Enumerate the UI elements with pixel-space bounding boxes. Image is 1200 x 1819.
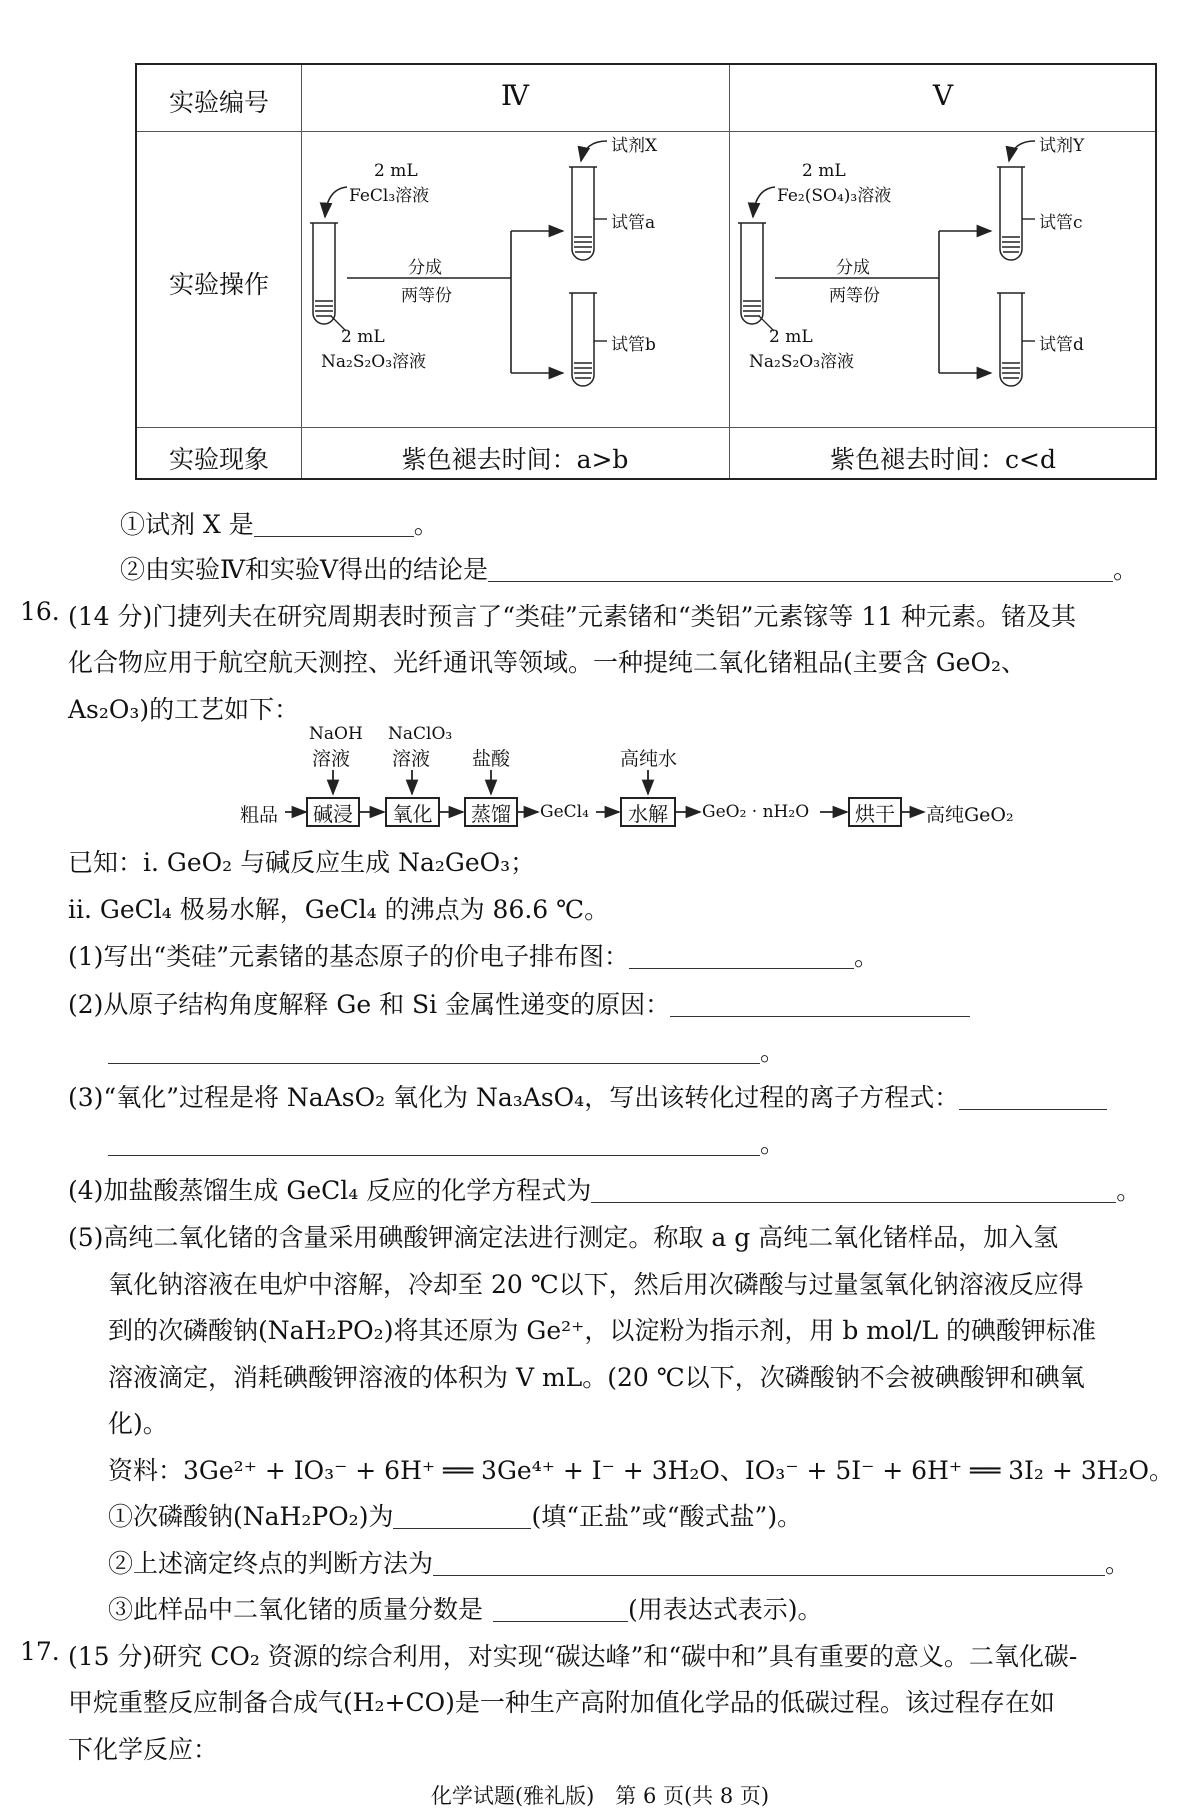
arrow-icon bbox=[1009, 141, 1035, 161]
q16-sub3 bbox=[108, 1590, 823, 1626]
diagram-5-bottom-reagent: Na₂S₂O₃溶液 bbox=[749, 352, 855, 372]
q16-part1-text: (1)写出“类硅”元素锗的基态原子的价电子排布图： bbox=[68, 942, 629, 971]
answer-blank[interactable] bbox=[393, 1500, 531, 1529]
answer-blank[interactable] bbox=[488, 553, 1113, 582]
diagram-4-top-reagent: FeCl₃溶液 bbox=[349, 186, 430, 206]
diagram-4-split-2: 两等份 bbox=[401, 286, 452, 306]
diagram-4-reagent-x: 试剂X bbox=[611, 136, 658, 156]
q15-sub2-text: ②由实验Ⅳ和实验Ⅴ得出的结论是 bbox=[120, 555, 489, 584]
q16-part2 bbox=[68, 985, 970, 1021]
q16-sub1 bbox=[108, 1497, 802, 1533]
experiment-4-number: Ⅳ bbox=[501, 79, 529, 112]
answer-blank[interactable] bbox=[591, 1174, 1116, 1203]
diagram-4-tube-a: 试管a bbox=[611, 213, 656, 233]
q16-part5-line1: (5)高纯二氧化锗的含量采用碘酸钾滴定法进行测定。称取 a g 高纯二氧化锗样品，加入氢 bbox=[68, 1223, 1059, 1252]
flow-step-alkali-leach: 碱浸 bbox=[306, 797, 360, 827]
period: 。 bbox=[760, 1129, 786, 1158]
known-ii: ⅱ. GeCl₄ 极易水解，GeCl₄ 的沸点为 86.6 ℃。 bbox=[68, 895, 610, 924]
diagram-5-top-amount: 2 mL bbox=[802, 161, 846, 181]
known-i: 已知：ⅰ. GeO₂ 与碱反应生成 Na₂GeO₃； bbox=[68, 848, 536, 877]
q17-line1: (15 分)研究 CO₂ 资源的综合利用，对实现“碳达峰”和“碳中和”具有重要的意义。二氧化碳- bbox=[68, 1642, 1078, 1671]
q16-sub1-text: ①次磷酸钠(NaH₂PO₂)为 bbox=[108, 1502, 394, 1531]
test-tube-a-icon bbox=[569, 167, 597, 260]
phenomenon-label: 实验现象 bbox=[168, 445, 269, 474]
phenomenon-4: 紫色褪去时间：a>b bbox=[401, 445, 629, 474]
flow-input-2-line2: 溶液 bbox=[392, 748, 431, 770]
page-footer: 化学试题(雅礼版) 第 6 页(共 8 页) bbox=[430, 1784, 770, 1808]
flow-step-drying: 烘干 bbox=[848, 797, 902, 827]
q17-line2: 甲烷重整反应制备合成气(H₂+CO)是一种生产高附加值化学品的低碳过程。该过程存在如 bbox=[68, 1688, 1055, 1717]
phenomenon-5: 紫色褪去时间：c<d bbox=[830, 445, 1056, 474]
diagram-5-bottom-amount: 2 mL bbox=[769, 327, 813, 347]
flow-step-hydrolysis: 水解 bbox=[620, 797, 676, 827]
q16-part2-text: (2)从原子结构角度解释 Ge 和 Si 金属性递变的原因： bbox=[68, 990, 671, 1019]
q15-sub1-text: ①试剂 X 是 bbox=[120, 510, 254, 539]
test-tube-b-icon bbox=[569, 293, 597, 386]
arrow-icon bbox=[325, 187, 347, 217]
flow-step-oxidation: 氧化 bbox=[385, 797, 440, 827]
diagram-experiment-4 bbox=[301, 131, 729, 427]
q16-part3-text: (3)“氧化”过程是将 NaAsO₂ 氧化为 Na₃AsO₄，写出该转化过程的离子方程式： bbox=[68, 1083, 960, 1112]
q16-part1 bbox=[68, 937, 879, 973]
diagram-4-drawing bbox=[301, 131, 729, 427]
flow-end: 高纯GeO₂ bbox=[926, 804, 1014, 826]
q16-part4-text: (4)加盐酸蒸馏生成 GeCl₄ 反应的化学方程式为 bbox=[68, 1176, 592, 1205]
q16-part4 bbox=[68, 1171, 1141, 1207]
q16-sub2-text: ②上述滴定终点的判断方法为 bbox=[108, 1549, 434, 1578]
diagram-5-drawing bbox=[729, 131, 1157, 427]
q16-intro-line1: (14 分)门捷列夫在研究周期表时预言了“类硅”元素锗和“类铝”元素镓等 11 种元素。锗及其 bbox=[68, 602, 1077, 631]
period: 。 bbox=[760, 1037, 786, 1066]
diagram-4-tube-b: 试管b bbox=[611, 335, 656, 355]
diagram-5-split-2: 两等份 bbox=[829, 286, 880, 306]
answer-blank[interactable] bbox=[433, 1547, 1105, 1576]
q16-part5-line5: 化)。 bbox=[108, 1409, 168, 1438]
flow-intermediate-hydrate: GeO₂ · nH₂O bbox=[702, 802, 810, 822]
answer-blank[interactable] bbox=[493, 1593, 628, 1622]
arrow-icon bbox=[581, 141, 607, 161]
diagram-4-split-1: 分成 bbox=[408, 258, 442, 278]
q15-sub1 bbox=[120, 505, 439, 541]
q17-number: 17. bbox=[20, 1637, 60, 1666]
period: 。 bbox=[1105, 1549, 1131, 1578]
flow-input-4: 高纯水 bbox=[620, 748, 678, 770]
diagram-4-top-amount: 2 mL bbox=[374, 161, 418, 181]
diagram-4-bottom-amount: 2 mL bbox=[341, 327, 385, 347]
period: 。 bbox=[413, 510, 439, 539]
answer-blank[interactable] bbox=[254, 508, 414, 537]
q16-intro-line3: As₂O₃)的工艺如下： bbox=[68, 695, 300, 724]
q16-sub2 bbox=[108, 1544, 1130, 1580]
diagram-experiment-5 bbox=[729, 131, 1157, 427]
q16-intro-line2: 化合物应用于航空航天测控、光纤通讯等领域。一种提纯二氧化锗粗品(主要含 GeO₂、 bbox=[68, 648, 1026, 677]
source-test-tube-icon bbox=[738, 223, 766, 324]
flow-step-distillation: 蒸馏 bbox=[464, 797, 518, 827]
flow-input-3: 盐酸 bbox=[472, 748, 511, 770]
diagram-5-reagent-y: 试剂Y bbox=[1039, 136, 1085, 156]
diagram-5-tube-d: 试管d bbox=[1039, 335, 1084, 355]
period: 。 bbox=[1113, 555, 1139, 584]
answer-blank[interactable] bbox=[629, 940, 854, 969]
q16-material: 资料：3Ge²⁺ + IO₃⁻ + 6H⁺ ══ 3Ge⁴⁺ + I⁻ + 3H₂O、IO₃⁻ + 5I⁻ + 6H⁺ ══ 3I₂ + 3H₂O。 bbox=[108, 1456, 1174, 1485]
arrow-icon bbox=[753, 187, 775, 217]
period: 。 bbox=[1116, 1176, 1142, 1205]
q16-sub1-hint: (填“正盐”或“酸式盐”)。 bbox=[531, 1502, 803, 1531]
answer-blank[interactable] bbox=[959, 1081, 1107, 1110]
q16-part5-line2: 氧化钠溶液在电炉中溶解，冷却至 20 ℃以下，然后用次磷酸与过量氢氧化钠溶液反应得 bbox=[108, 1270, 1084, 1299]
header-label: 实验编号 bbox=[168, 88, 269, 117]
q17-line3: 下化学反应： bbox=[68, 1735, 219, 1764]
q16-part5-line4: 溶液滴定，消耗碘酸钾溶液的体积为 V mL。(20 ℃以下，次磷酸钠不会被碘酸钾和碘氧 bbox=[108, 1363, 1085, 1392]
answer-blank[interactable] bbox=[108, 1127, 760, 1156]
q16-sub3-hint: (用表达式表示)。 bbox=[628, 1595, 823, 1624]
flow-start: 粗品 bbox=[240, 804, 279, 826]
q16-part3 bbox=[68, 1078, 1107, 1114]
diagram-5-split-1: 分成 bbox=[836, 258, 870, 278]
q16-part5-line3: 到的次磷酸钠(NaH₂PO₂)将其还原为 Ge²⁺，以淀粉为指示剂，用 b mol/L 的碘酸钾标准 bbox=[108, 1316, 1097, 1345]
diagram-5-tube-c: 试管c bbox=[1039, 213, 1083, 233]
period: 。 bbox=[853, 942, 879, 971]
answer-blank[interactable] bbox=[108, 1035, 760, 1064]
test-tube-d-icon bbox=[997, 293, 1025, 386]
q16-part2-cont bbox=[108, 1032, 785, 1068]
diagram-4-bottom-reagent: Na₂S₂O₃溶液 bbox=[321, 352, 427, 372]
process-flow-diagram bbox=[0, 720, 1200, 840]
answer-blank[interactable] bbox=[670, 988, 970, 1017]
flow-intermediate-gecl4: GeCl₄ bbox=[540, 802, 589, 822]
flow-input-1-line2: 溶液 bbox=[312, 748, 351, 770]
experiment-5-number: Ⅴ bbox=[932, 79, 954, 112]
flow-arrows bbox=[0, 720, 1200, 840]
flow-input-1-line1: NaOH bbox=[309, 724, 363, 744]
flow-input-2-line1: NaClO₃ bbox=[388, 724, 453, 744]
diagram-5-top-reagent: Fe₂(SO₄)₃溶液 bbox=[777, 186, 892, 206]
q15-sub2 bbox=[120, 550, 1138, 586]
test-tube-c-icon bbox=[997, 167, 1025, 260]
operation-label: 实验操作 bbox=[168, 270, 269, 299]
experiment-table bbox=[135, 63, 1157, 480]
q16-sub3-text: ③此样品中二氧化锗的质量分数是 bbox=[108, 1595, 484, 1624]
source-test-tube-icon bbox=[310, 223, 338, 324]
q16-part3-cont bbox=[108, 1124, 785, 1160]
table-row-divider bbox=[137, 427, 1155, 428]
q16-number: 16. bbox=[20, 597, 60, 626]
